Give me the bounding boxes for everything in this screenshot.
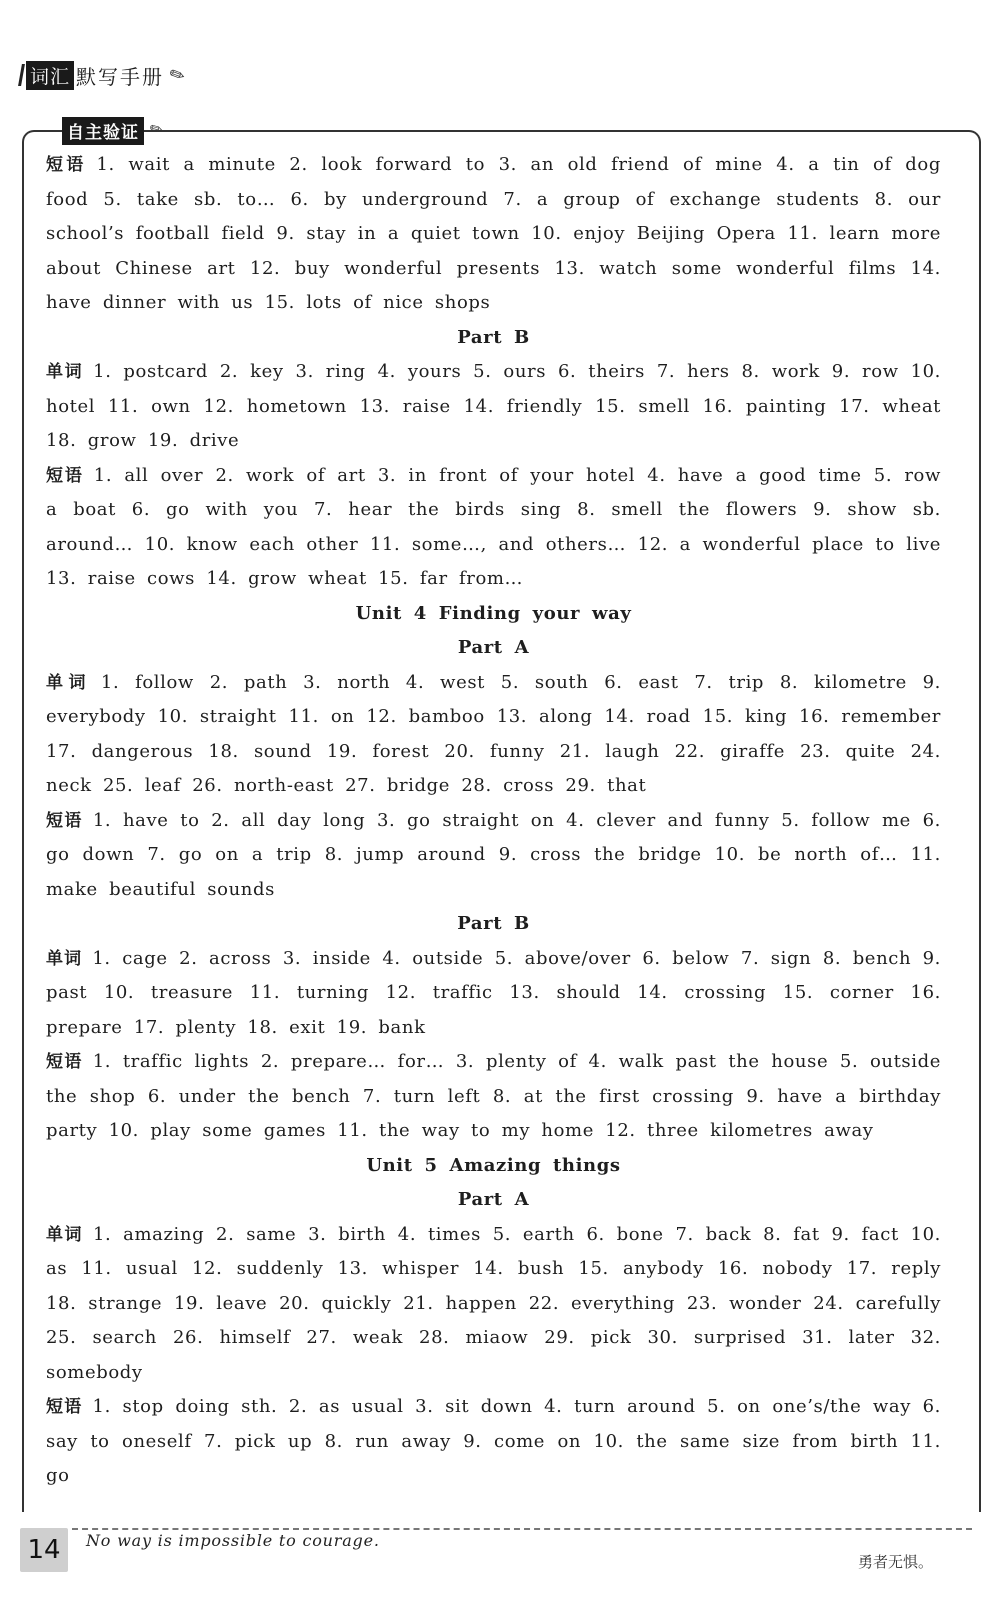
header-title-box: 词汇 bbox=[26, 61, 74, 90]
block-text: 1. wait a minute 2. look forward to 3. an old friend of mine 4. a tin of dog food 5. take sb. to… 6. by underground 7. a group of exchange students 8. our school’s football field 9. stay in a quiet town 10. enjoy Beijing Opera 11. learn more about Chinese art 12. buy wonderful presents 13. watch some wonderful films 14. have dinner with us 15. lots of nice shops bbox=[46, 154, 941, 313]
footer-divider bbox=[72, 1528, 972, 1530]
block-label: 单词 bbox=[46, 362, 84, 382]
block-label: 短语 bbox=[46, 1397, 83, 1417]
header-title: 默写手册 bbox=[76, 64, 165, 89]
pencil-icon: ✎ bbox=[146, 118, 167, 140]
block-label: 短语 bbox=[46, 810, 83, 831]
block-text: 1. traffic lights 2. prepare… for… 3. plenty of 4. walk past the house 5. outside the shop 6. under the bench 7. turn left 8. at the first crossing 9. have a birthday party 10. play some games 11. the way to my home 12. three kilometres away bbox=[46, 1051, 942, 1141]
words-block bbox=[46, 355, 941, 459]
block-label: 短语 bbox=[46, 465, 84, 486]
part-heading: Part A bbox=[457, 1189, 530, 1210]
block-label: 短语 bbox=[46, 1052, 83, 1072]
words-block bbox=[46, 1218, 941, 1391]
header-mark bbox=[18, 64, 25, 86]
unit-heading: Unit 4 Finding your way bbox=[355, 602, 632, 624]
pencil-icon: ✎ bbox=[166, 62, 189, 88]
page-footer bbox=[0, 1525, 996, 1600]
phrases-block bbox=[46, 148, 941, 321]
phrases-block bbox=[46, 804, 941, 908]
block-text: 1. follow 2. path 3. north 4. west 5. south 6. east 7. trip 8. kilometre 9. everybody 10. straight 11. on 12. bamboo 13. along 14. road 15. king 16. remember 17. dangerous 18. sound 19. forest 20. funny 21. laugh 22. giraffe 23. quite 24. neck 25. leaf 26. north-east 27. bridge 28. cross 29. that bbox=[46, 671, 941, 796]
block-label: 短语 bbox=[46, 155, 87, 175]
block-text: 1. amazing 2. same 3. birth 4. times 5. earth 6. bone 7. back 8. fat 9. fact 10. as 11. usual 12. suddenly 13. whisper 14. bush 15. anybody 16. nobody 17. reply 18. strange 19. leave 20. quickly 21. happen 22. everything 23. wonder 24. carefully 25. search 26. himself 27. weak 28. miaow 29. pick 30. surprised 31. later 32. somebody bbox=[46, 1223, 941, 1383]
phrases-block bbox=[46, 1045, 941, 1149]
book-header bbox=[20, 60, 189, 90]
block-label: 单词 bbox=[46, 1224, 83, 1245]
part-heading: Part A bbox=[457, 637, 530, 658]
page-number: 14 bbox=[20, 1528, 68, 1572]
section-tag: 自主验证 bbox=[62, 117, 144, 145]
footer-motto-cn: 勇者无惧。 bbox=[858, 1553, 934, 1571]
phrases-block bbox=[46, 1390, 941, 1494]
block-label: 单词 bbox=[46, 948, 83, 969]
block-label: 单词 bbox=[46, 672, 91, 693]
block-text: 1. have to 2. all day long 3. go straight on 4. clever and funny 5. follow me 6. go down 7. go on a trip 8. jump around 9. cross the bridge 10. be north of… 11. make beautiful sounds bbox=[46, 809, 942, 900]
unit-heading: Unit 5 Amazing things bbox=[366, 1154, 621, 1176]
part-heading: Part B bbox=[457, 326, 530, 348]
block-text: 1. cage 2. across 3. inside 4. outside 5. above/over 6. below 7. sign 8. bench 9. past 10. treasure 11. turning 12. traffic 13. should 14. crossing 15. corner 16. prepare 17. plenty 18. exit 19. bank bbox=[46, 947, 942, 1038]
block-text: 1. postcard 2. key 3. ring 4. yours 5. ours 6. theirs 7. hers 8. work 9. row 10. hotel 11. own 12. hometown 13. raise 14. friendly 15. smell 16. painting 17. wheat 18. grow 19. drive bbox=[46, 361, 941, 451]
footer-motto: No way is impossible to courage. bbox=[86, 1531, 380, 1550]
words-block bbox=[46, 666, 941, 804]
block-text: 1. stop doing sth. 2. as usual 3. sit down 4. turn around 5. on one’s/the way 6. say to oneself 7. pick up 8. run away 9. come on 10. the same size from birth 11. go bbox=[46, 1396, 941, 1486]
answer-content bbox=[46, 148, 941, 1494]
words-block bbox=[46, 942, 941, 1046]
part-heading: Part B bbox=[457, 913, 530, 934]
phrases-block bbox=[46, 459, 941, 597]
block-text: 1. all over 2. work of art 3. in front of your hotel 4. have a good time 5. row a boat 6. go with you 7. hear the birds sing 8. smell the flowers 9. show sb. around… 10. know each other 11. some…, and others… 12. a wonderful place to live 13. raise cows 14. grow wheat 15. far from… bbox=[46, 464, 941, 589]
